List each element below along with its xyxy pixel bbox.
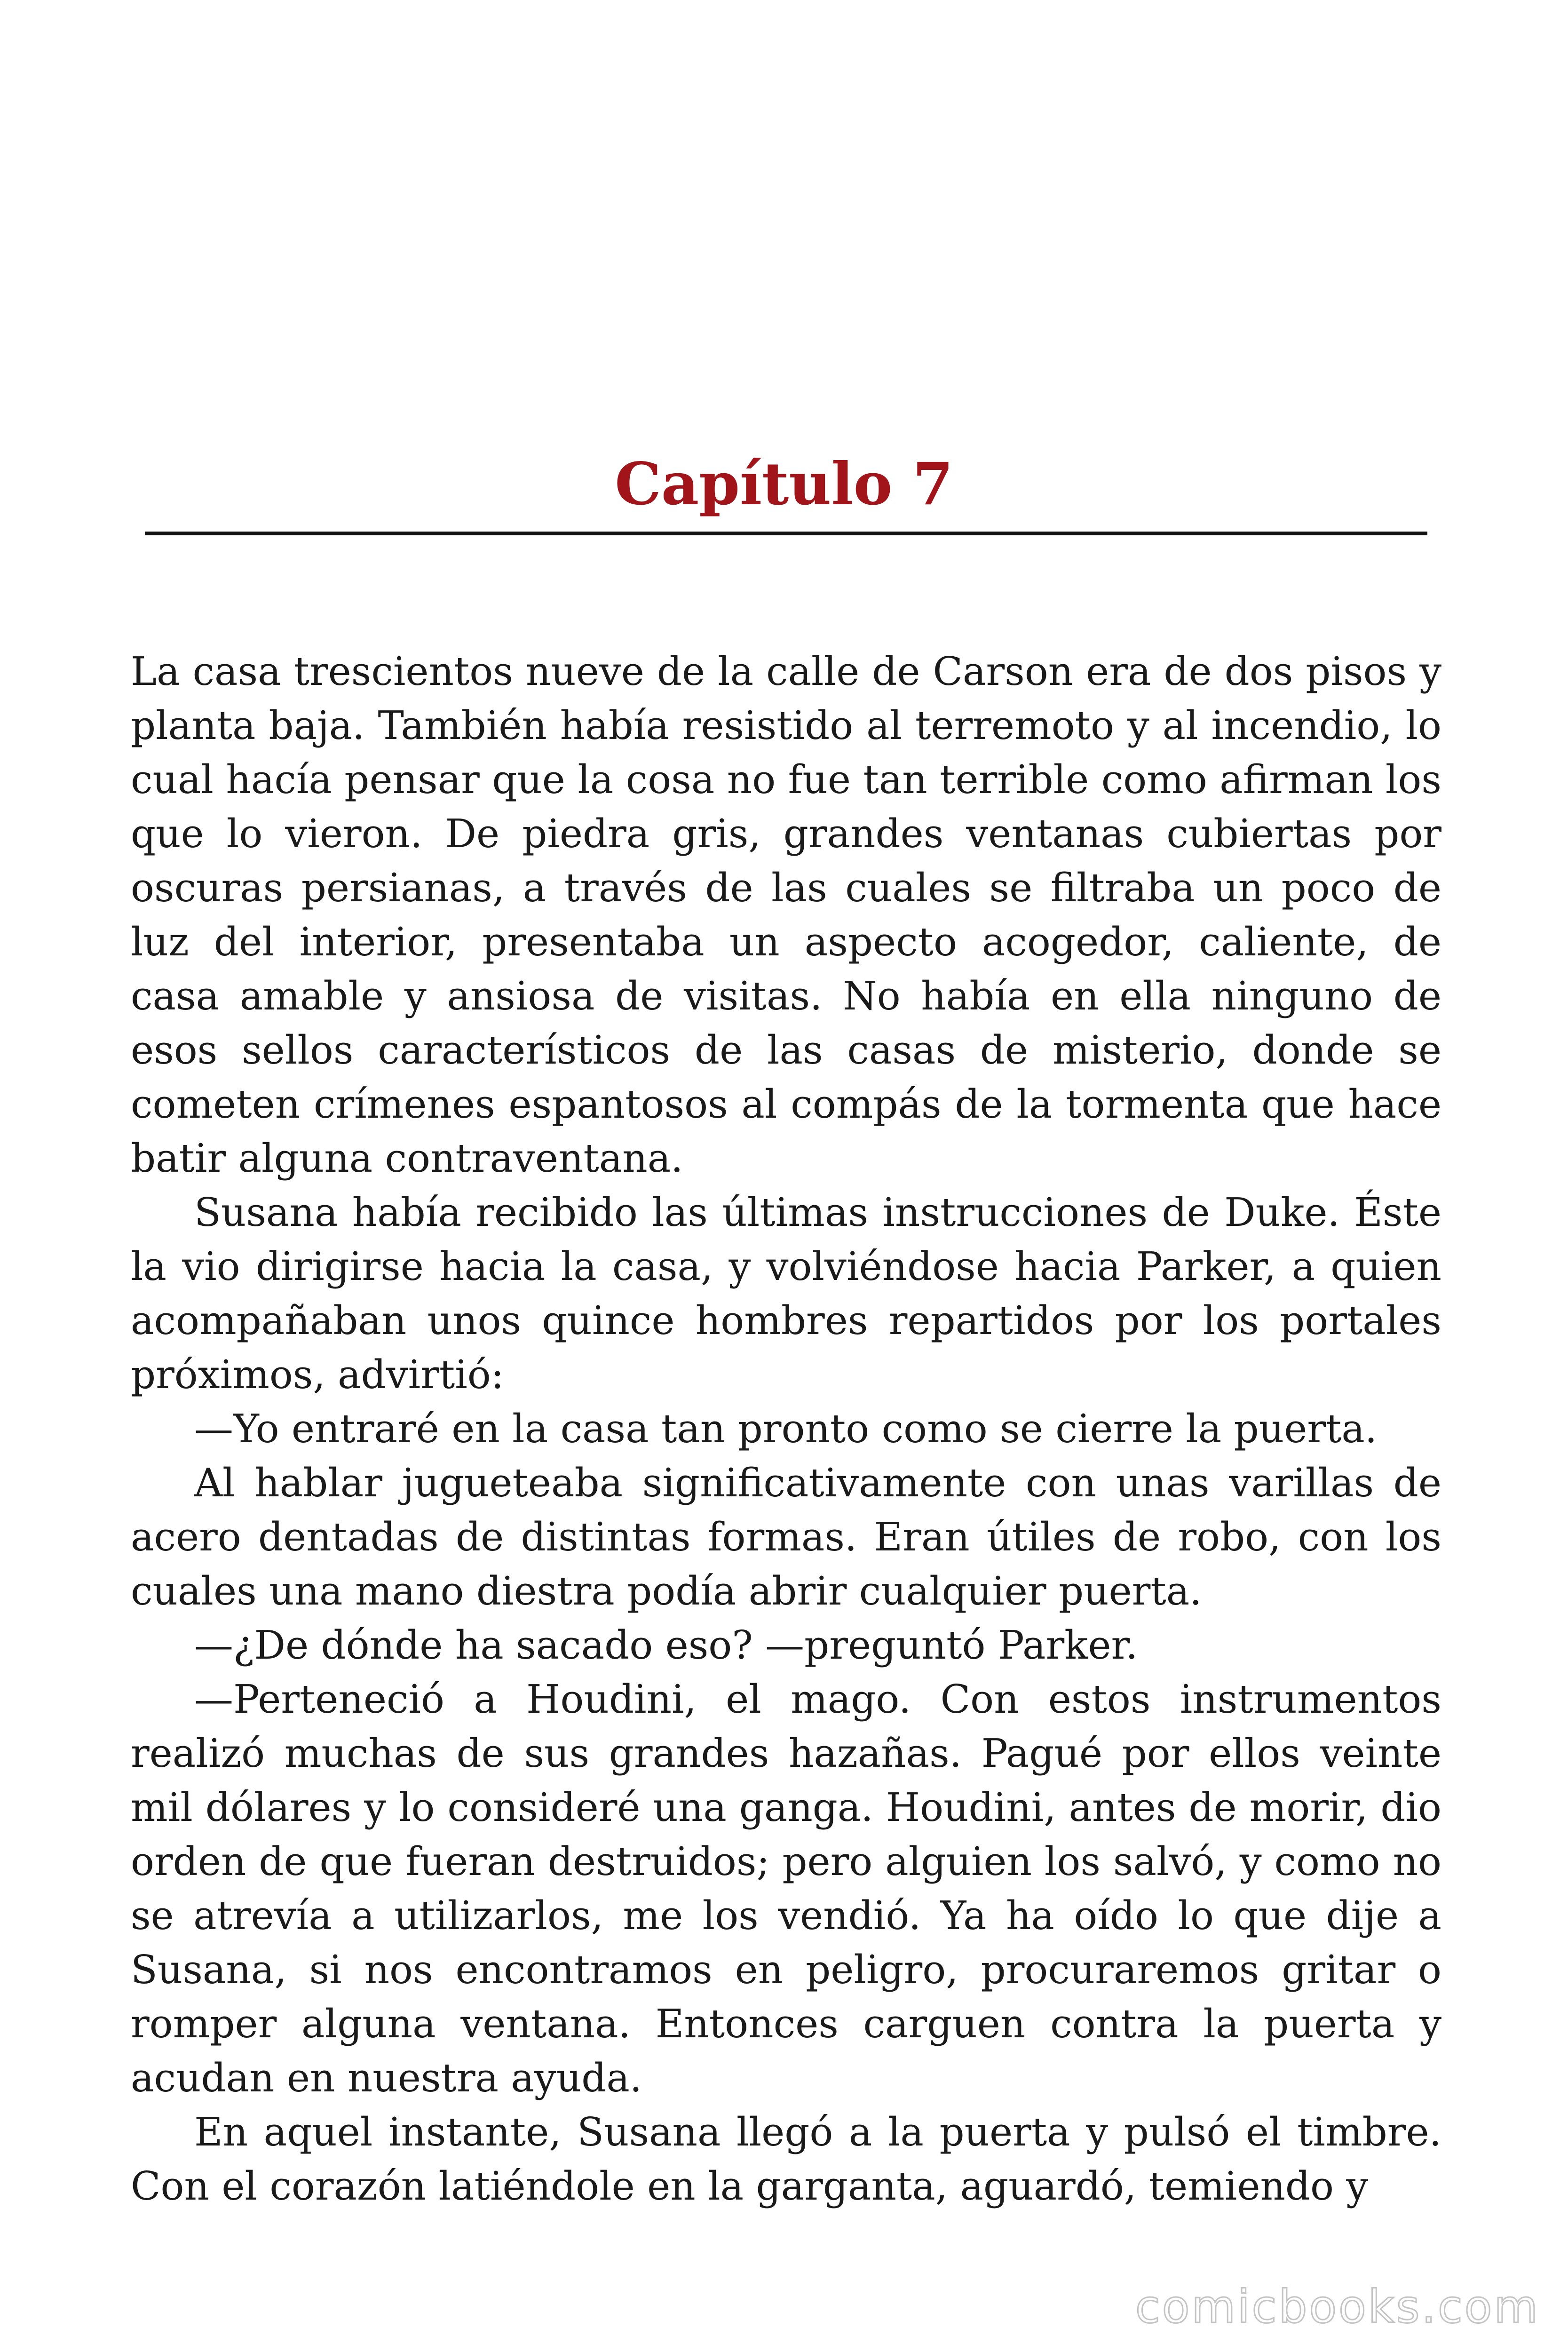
paragraph: —Yo entraré en la casa tan pronto como se cierre la puerta. bbox=[194, 1406, 1378, 1452]
title-underline bbox=[145, 532, 1427, 535]
chapter-title: Capítulo 7 bbox=[615, 450, 953, 518]
paragraph: Al hablar jugueteaba significativamente con unas varillas de acero dentadas de distintas formas. Eran útiles de robo, con los cuales una mano diestra podía abrir cualquier puerta. bbox=[131, 1460, 1441, 1614]
site-watermark: comicbooks.com bbox=[1135, 2280, 1540, 2333]
chapter-body bbox=[131, 644, 1441, 2213]
paragraph: En aquel instante, Susana llegó a la puerta y pulsó el timbre. Con el corazón latiéndole en la garganta, aguardó, temiendo y bbox=[131, 2109, 1441, 2209]
paragraph: Susana había recibido las últimas instrucciones de Duke. Éste la vio dirigirse hacia la casa, y volviéndose hacia Parker, a quien acompañaban unos quince hombres repartidos por los portales próximos, advirtió: bbox=[131, 1190, 1441, 1398]
paragraph: —Perteneció a Houdini, el mago. Con estos instrumentos realizó muchas de sus grandes hazañas. Pagué por ellos veinte mil dólares y lo consideré una ganga. Houdini, antes de morir, dio orden de que fueran destruidos; pero alguien los salvó, y como no se atrevía a utilizarlos, me los vendió. Ya ha oído lo que dije a Susana, si nos encontramos en peligro, procuraremos gritar o romper alguna ventana. Entonces carguen contra la puerta y acudan en nuestra ayuda. bbox=[131, 1677, 1441, 2101]
paragraph: La casa trescientos nueve de la calle de Carson era de dos pisos y planta baja. También había resistido al terremoto y al incendio, lo cual hacía pensar que la cosa no fue tan terrible como afirman los que lo vieron. De piedra gris, grandes ventanas cubiertas por oscuras persianas, a través de las cuales se filtraba un poco de luz del interior, presentaba un aspecto acogedor, caliente, de casa amable y ansiosa de visitas. No había en ella ninguno de esos sellos característicos de las casas de misterio, donde se cometen crímenes espantosos al compás de la tormenta que hace batir alguna contraventana. bbox=[131, 649, 1441, 1181]
paragraph: —¿De dónde ha sacado eso? —preguntó Parker. bbox=[194, 1622, 1138, 1668]
